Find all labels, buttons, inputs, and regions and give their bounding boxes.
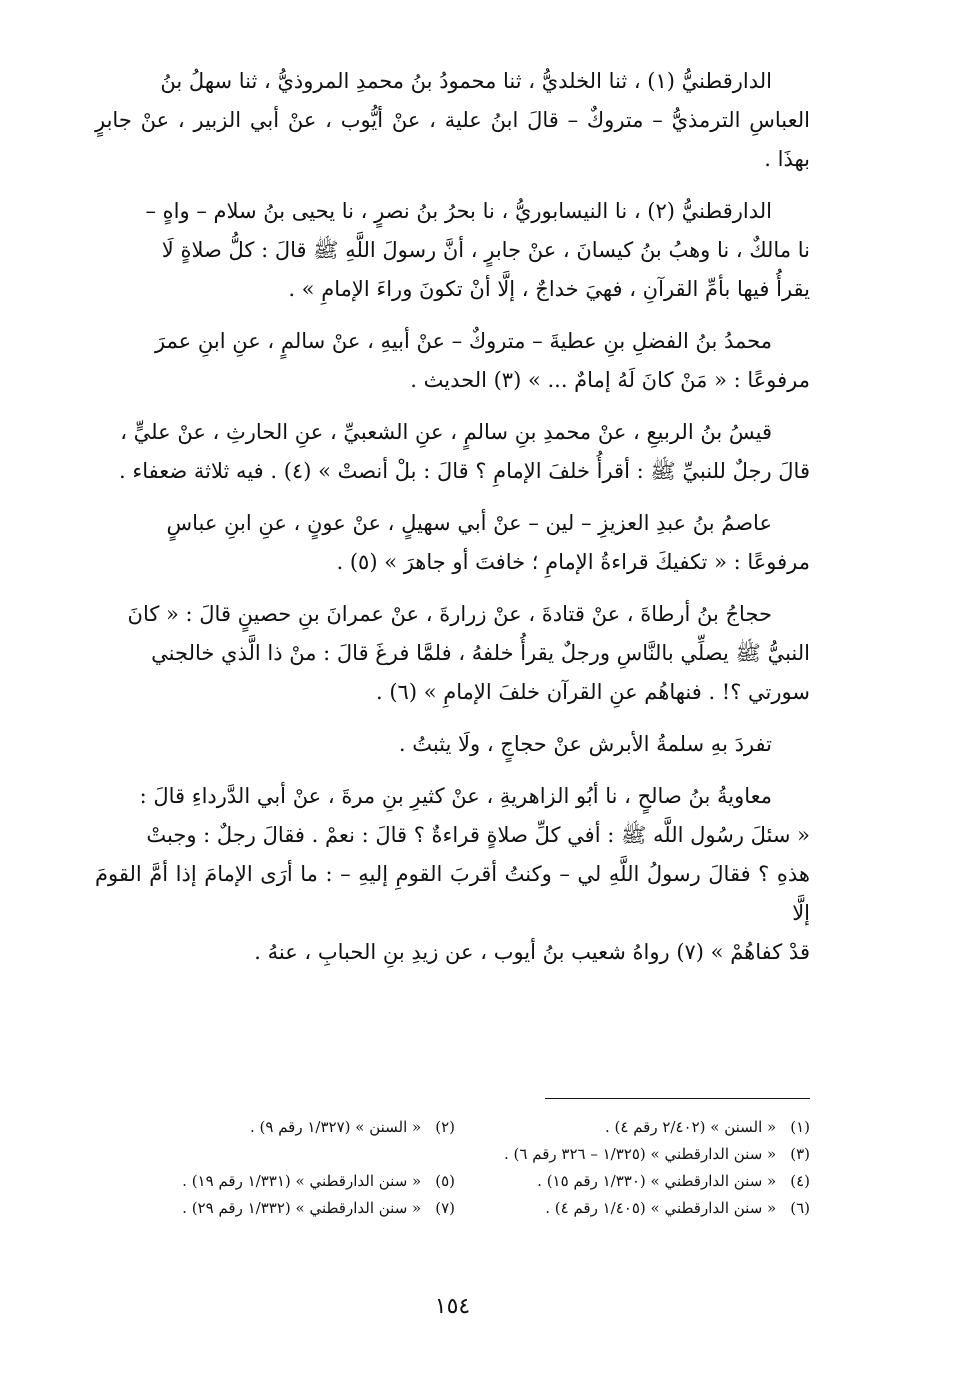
text-line: مرفوعًا : « تكفيكَ قراءةُ الإمامِ ؛ خافتَ أو جاهرَ » (٥) . (336, 550, 810, 574)
footnote-text: « سنن الدارقطني » (١/٤٠٥ رقم ٤) . (545, 1199, 777, 1217)
text-line: تفردَ بهِ سلمةُ الأبرش عنْ حجاجٍ ، ولَا يثبتُ . (398, 732, 772, 756)
footnote-6 (455, 1195, 810, 1222)
footnote-3 (455, 1141, 810, 1168)
footnote-number: (١) (790, 1118, 810, 1136)
footnote-1 (455, 1114, 810, 1141)
text-line: « سئلَ رسُول اللَّه ﷺ : أفي كلِّ صلاةٍ قراءةٌ ؟ قالَ : نعمْ . فقالَ رجلٌ : وجبتْ (146, 823, 810, 847)
text-line: النبيُّ ﷺ يصلِّي بالنَّاسِ ورجلٌ يقرأُ خلفهُ ، فلمَّا فرغَ قالَ : منْ ذا الَّذي خالجني (151, 641, 810, 665)
text-line: محمدُ بنُ الفضلِ بنِ عطيةَ – متروكٌ – عنْ أبيهِ ، عنْ سالمٍ ، عنِ ابنِ عمرَ (154, 329, 772, 353)
footnote-row (95, 1141, 810, 1168)
paragraph-8 (95, 777, 810, 972)
text-line: معاويةُ بنُ صالحٍ ، نا أبُو الزاهريةِ ، عنْ كثيرِ بنِ مرةَ ، عنْ أبي الدَّرداءِ قالَ : (139, 784, 772, 808)
paragraph-3 (95, 322, 810, 400)
footnotes (95, 1114, 810, 1222)
footnote-7 (100, 1195, 455, 1222)
footnote-number: (٤) (790, 1172, 810, 1190)
paragraph-1 (95, 62, 810, 179)
text-line: الدارقطنيُّ (٢) ، نا النيسابوريُّ ، نا بحرُ بنُ نصرٍ ، نا يحيى بنُ سلام – واهٍ – (145, 199, 772, 223)
text-line: قالَ رجلٌ للنبيِّ ﷺ : أقرأُ خلفَ الإمامِ ؟ قالَ : بلْ أنصتْ » (٤) . فيه ثلاثة ضعفاء . (119, 459, 810, 483)
text-line: قيسُ بنُ الربيعِ ، عنْ محمدِ بنِ سالمٍ ، عنِ الشعبيِّ ، عنِ الحارثِ ، عنْ عليٍّ ، (120, 420, 772, 444)
footnote-number: (٣) (790, 1145, 810, 1163)
footnote-5 (100, 1168, 455, 1195)
footnote-row (95, 1195, 810, 1222)
text-line: سورتي ؟! . فنهاهُم عنِ القرآن خلفَ الإمامِ » (٦) . (376, 680, 810, 704)
text-line: هذهِ ؟ فقالَ رسولُ اللَّهِ لي – وكنتُ أقربَ القومِ إليهِ – : ما أرَى الإمامَ إذا أمَّ القومَ إلَّا (95, 862, 810, 925)
footnote-number: (٢) (435, 1118, 455, 1136)
book-page (95, 62, 810, 1342)
paragraph-2 (95, 192, 810, 309)
footnote-number: (٧) (435, 1199, 455, 1217)
footnote-2 (100, 1114, 455, 1141)
footnote-text: « السنن » (١/٣٢٧ رقم ٩) . (249, 1118, 422, 1136)
footnote-divider (545, 1098, 810, 1099)
footnote-number: (٥) (435, 1172, 455, 1190)
text-line: مرفوعًا : « مَنْ كانَ لَهُ إمامٌ ... » (٣) الحديث . (410, 368, 810, 392)
text-line: نا مالكٌ ، نا وهبُ بنُ كيسانَ ، عنْ جابرٍ ، أنَّ رسولَ اللَّهِ ﷺ قالَ : كلُّ صلاةٍ لَا (161, 238, 810, 262)
paragraph-5 (95, 504, 810, 582)
body-text (95, 62, 810, 972)
footnote-4 (455, 1168, 810, 1195)
footnote-text: « سنن الدارقطني » (١/٣٣٠ رقم ١٥) . (537, 1172, 777, 1190)
footnote-text: « سنن الدارقطني » (١/٣٣٢ رقم ٢٩) . (182, 1199, 422, 1217)
page-number: ١٥٤ (434, 1294, 471, 1319)
text-line: الدارقطنيُّ (١) ، ثنا الخلديُّ ، ثنا محمودُ بنُ محمدِ المروذيُّ ، ثنا سهلُ بنُ (160, 69, 772, 93)
text-line: يقرأُ فيها بأمِّ القرآنِ ، فهيَ خداجٌ ، إلَّا أنْ تكونَ وراءَ الإمامِ » . (288, 277, 810, 301)
text-line: العباسِ الترمذيُّ – متروكٌ – قالَ ابنُ علية ، عنْ أيُّوب ، عنْ أبي الزبير ، عنْ جابرٍ بهذَا . (95, 108, 810, 171)
text-line: حجاجُ بنُ أرطاةَ ، عنْ قتادةَ ، عنْ زرارةَ ، عنْ عمرانَ بنِ حصينٍ قالَ : « كانَ (127, 602, 772, 626)
footnote-text: « السنن » (٢/٤٠٢ رقم ٤) . (604, 1118, 777, 1136)
footnote-row (95, 1168, 810, 1195)
text-line: عاصمُ بنُ عبدِ العزيزِ – لين – عنْ أبي سهيلٍ ، عنْ عونٍ ، عنِ ابنِ عباسٍ (166, 511, 772, 535)
paragraph-6 (95, 595, 810, 712)
footnote-number: (٦) (790, 1199, 810, 1217)
footnote-text: « سنن الدارقطني » (١/٣٢٥ – ٣٢٦ رقم ٦) . (504, 1145, 777, 1163)
footnote-row (95, 1114, 810, 1141)
paragraph-7 (95, 725, 810, 764)
paragraph-4 (95, 413, 810, 491)
footnote-text: « سنن الدارقطني » (١/٣٣١ رقم ١٩) . (182, 1172, 422, 1190)
text-line: قدْ كفاهُمْ » (٧) رواهُ شعيب بنُ أيوب ، عن زيدِ بنِ الحبابِ ، عنهُ . (254, 940, 810, 964)
